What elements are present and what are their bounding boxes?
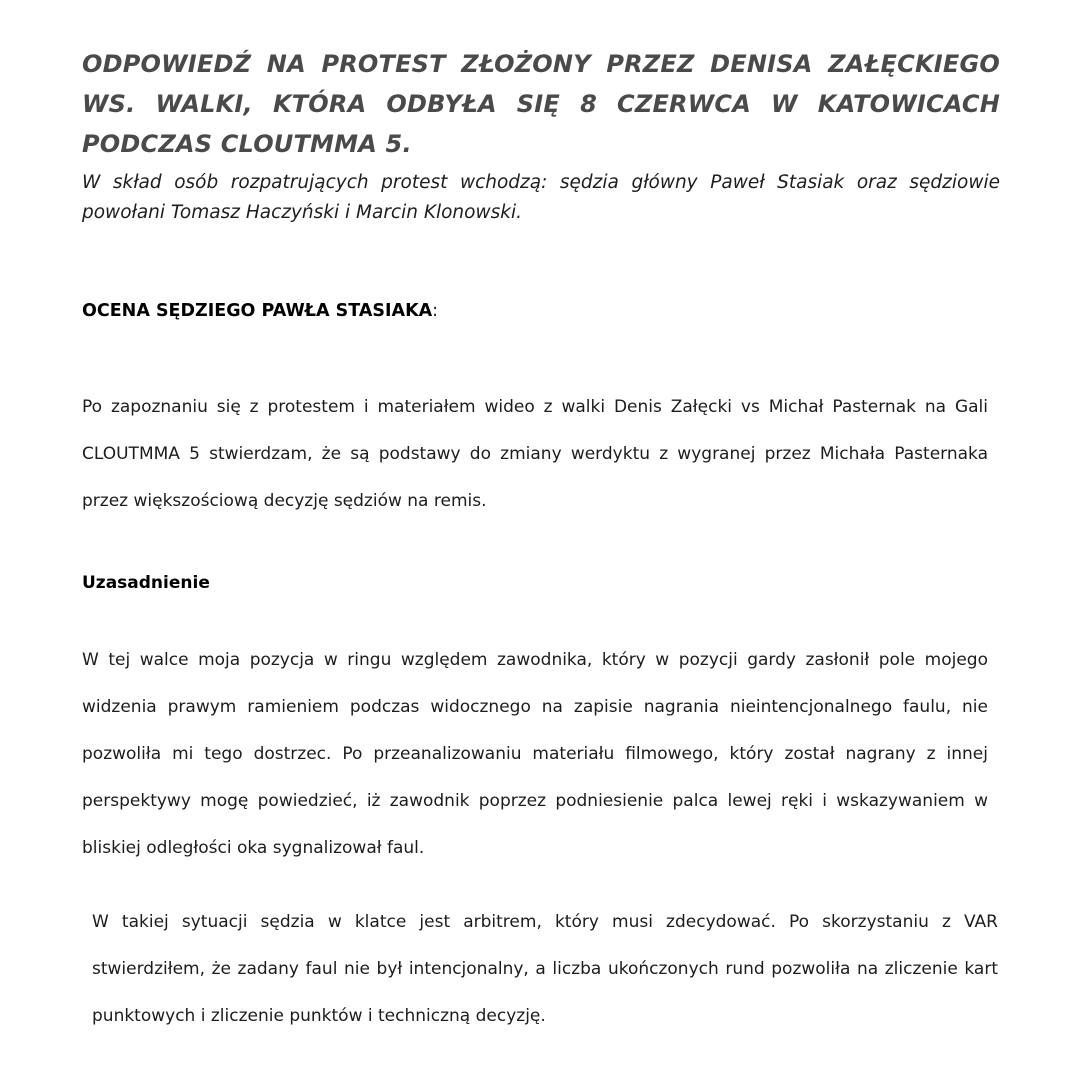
subheading-justification: Uzasadnienie — [82, 573, 210, 593]
document-page — [82, 44, 1000, 1026]
paragraph-decision: W takiej sytuacji sędzia w klatce jest arbitrem, który musi zdecydować. Po skorzystaniu z VAR stwierdziłem, że zadany faul nie był intencjonalny, a liczba ukończonych rund pozwoliła na zliczenie kart punktowych i zliczenie punktów i techniczną decyzję. — [92, 912, 998, 1026]
committee-statement: W skład osób rozpatrujących protest wchodzą: sędzia główny Paweł Stasiak oraz sędziowie powołani Tomasz Haczyński i Marcin Klonowski. — [82, 172, 1000, 223]
section-heading-colon: : — [432, 301, 439, 321]
paragraph-justification: W tej walce moja pozycja w ringu względem zawodnika, który w pozycji gardy zasłonił pole mojego widzenia prawym ramieniem podczas widocznego na zapisie nagrania nieintencjonalnego faulu, nie pozwoliła mi tego dostrzec. Po przeanalizowaniu materiału filmowego, który został nagrany z innej perspektywy mogę powiedzieć, iż zawodnik poprzez podniesienie palca lewej ręki i wskazywaniem w bliskiej odległości oka sygnalizował faul. — [82, 650, 988, 858]
section-heading-text: OCENA SĘDZIEGO PAWŁA STASIAKA — [82, 301, 433, 321]
section-heading — [82, 296, 438, 326]
paragraph-verdict: Po zapoznaniu się z protestem i materiałem wideo z walki Denis Załęcki vs Michał Pasternak na Gali CLOUTMMA 5 stwierdzam, że są podstawy do zmiany werdyktu z wygranej przez Michała Pasternaka przez większościową decyzję sędziów na remis. — [82, 397, 988, 511]
document-title: ODPOWIEDŹ NA PROTEST ZŁOŻONY PRZEZ DENISA ZAŁĘCKIEGO WS. WALKI, KTÓRA ODBYŁA SIĘ 8 CZERWCA W KATOWICACH PODCZAS CLOUTMMA 5. — [82, 50, 1000, 158]
